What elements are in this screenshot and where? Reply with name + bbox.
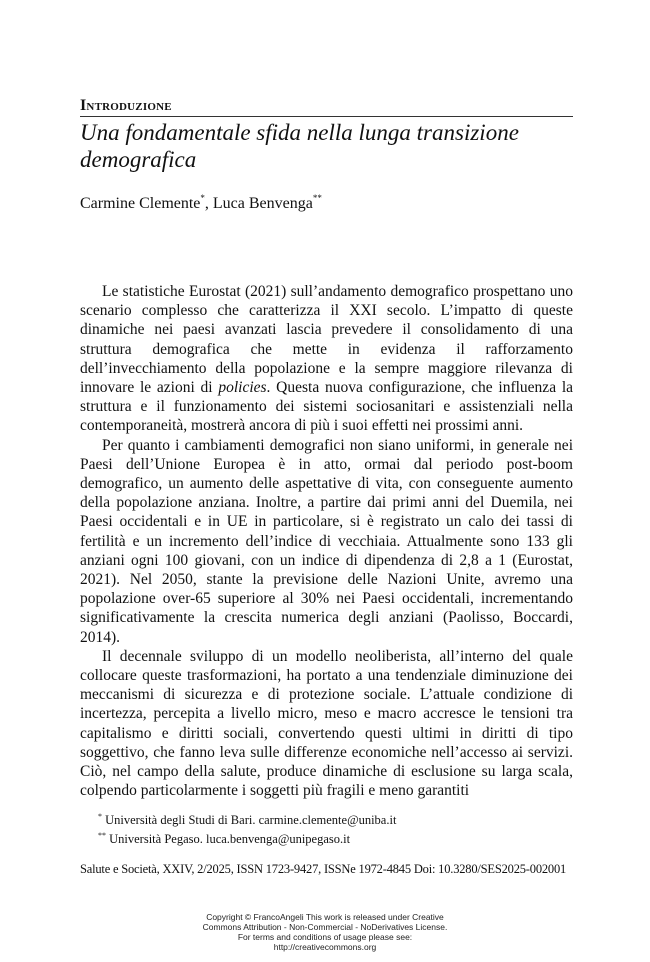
footnote-marker: ** — [98, 831, 106, 840]
author-line — [80, 193, 322, 213]
paragraph-text: . Questa nuova configurazione, che influenza la struttura e il funzionamento dei sistemi sociosanitari e assistenziali nella contemporaneità, mostrerà ancora di più i suoi effetti nei prossimi anni. — [80, 379, 574, 435]
author-name: Luca Benvenga — [212, 195, 313, 212]
copyright-link[interactable]: http://creativecommons.org — [273, 942, 377, 952]
copyright-notice — [180, 912, 470, 952]
footnote-text: Università Pegaso. luca.benvenga@unipegaso.it — [106, 832, 351, 846]
footnote — [98, 809, 568, 828]
copyright-line: Copyright © FrancoAngeli This work is released under Creative — [206, 912, 444, 922]
footnote — [98, 828, 568, 847]
footnote-marker: * — [200, 193, 205, 203]
paragraph — [80, 282, 573, 436]
footnote-marker: * — [98, 812, 102, 821]
copyright-line: For terms and conditions of usage please see: — [237, 932, 413, 942]
footnote-marker: ** — [312, 193, 322, 203]
journal-citation: Salute e Società, XXIV, 2/2025, ISSN 1723-9427, ISSNe 1972-4845 Doi: 10.3280/SES2025-002001 — [80, 862, 567, 876]
article-title: Una fondamentale sfida nella lunga transizione demografica — [80, 120, 519, 172]
section-label: Introduzione — [80, 97, 172, 114]
footnotes — [98, 809, 568, 847]
paragraph: Il decennale sviluppo di un modello neoliberista, all’interno del quale collocare queste trasformazioni, ha portato a una tendenziale diminuzione dei meccanismi di sicurezza e di protezione sociale. L’attuale condizione di incertezza, percepita a livello micro, meso e macro accresce le tensioni tra capitalismo e diritti sociali, convertendo questi ultimi in diritti di tipo soggettivo, che fanno leva sulle differenze economiche nell’accesso ai servizi. Ciò, nel campo della salute, produce dinamiche di esclusione su larga scala, colpendo particolarmente i soggetti più fragili e meno garantiti — [80, 647, 573, 800]
author-separator: , — [204, 195, 213, 212]
copyright-line: Commons Attribution - Non-Commercial - NoDerivatives License. — [202, 922, 448, 932]
paragraph: Per quanto i cambiamenti demografici non siano uniformi, in generale nei Paesi dell’Unione Europea è in atto, ormai dal periodo post-boom demografico, un aumento delle aspettative di vita, con conseguente aumento della popolazione anziana. Inoltre, a partire dai primi anni del Duemila, nei Paesi occidentali e in UE in particolare, si è registrato un calo dei tassi di fertilità e un incremento dell’indice di vecchiaia. Attualmente sono 133 gli anziani ogni 100 giovani, con un indice di dipendenza di 2,8 a 1 (Eurostat, 2021). Nel 2050, stante la previsione delle Nazioni Unite, avremo una popolazione over-65 superiore al 30% nei Paesi occidentali, incrementando significativamente la crescita numerica degli anziani (Paolisso, Boccardi, 2014). — [80, 436, 573, 646]
emphasis-text: policies — [218, 379, 267, 397]
header-rule — [80, 116, 573, 117]
author-name: Carmine Clemente — [80, 195, 201, 212]
paragraph-text: Le statistiche Eurostat (2021) sull’andamento demografico prospettano uno scenario complesso che caratterizza il XXI secolo. L’impatto di queste dinamiche nei paesi avanzati lascia prevedere il consolidamento di una struttura demografica che mette in evidenza il rafforzamento dell’invecchiamento della popolazione e la sempre maggiore rilevanza di innovare le azioni di — [80, 283, 573, 397]
body-text — [80, 282, 573, 800]
footnote-text: Università degli Studi di Bari. carmine.clemente@uniba.it — [102, 813, 397, 827]
